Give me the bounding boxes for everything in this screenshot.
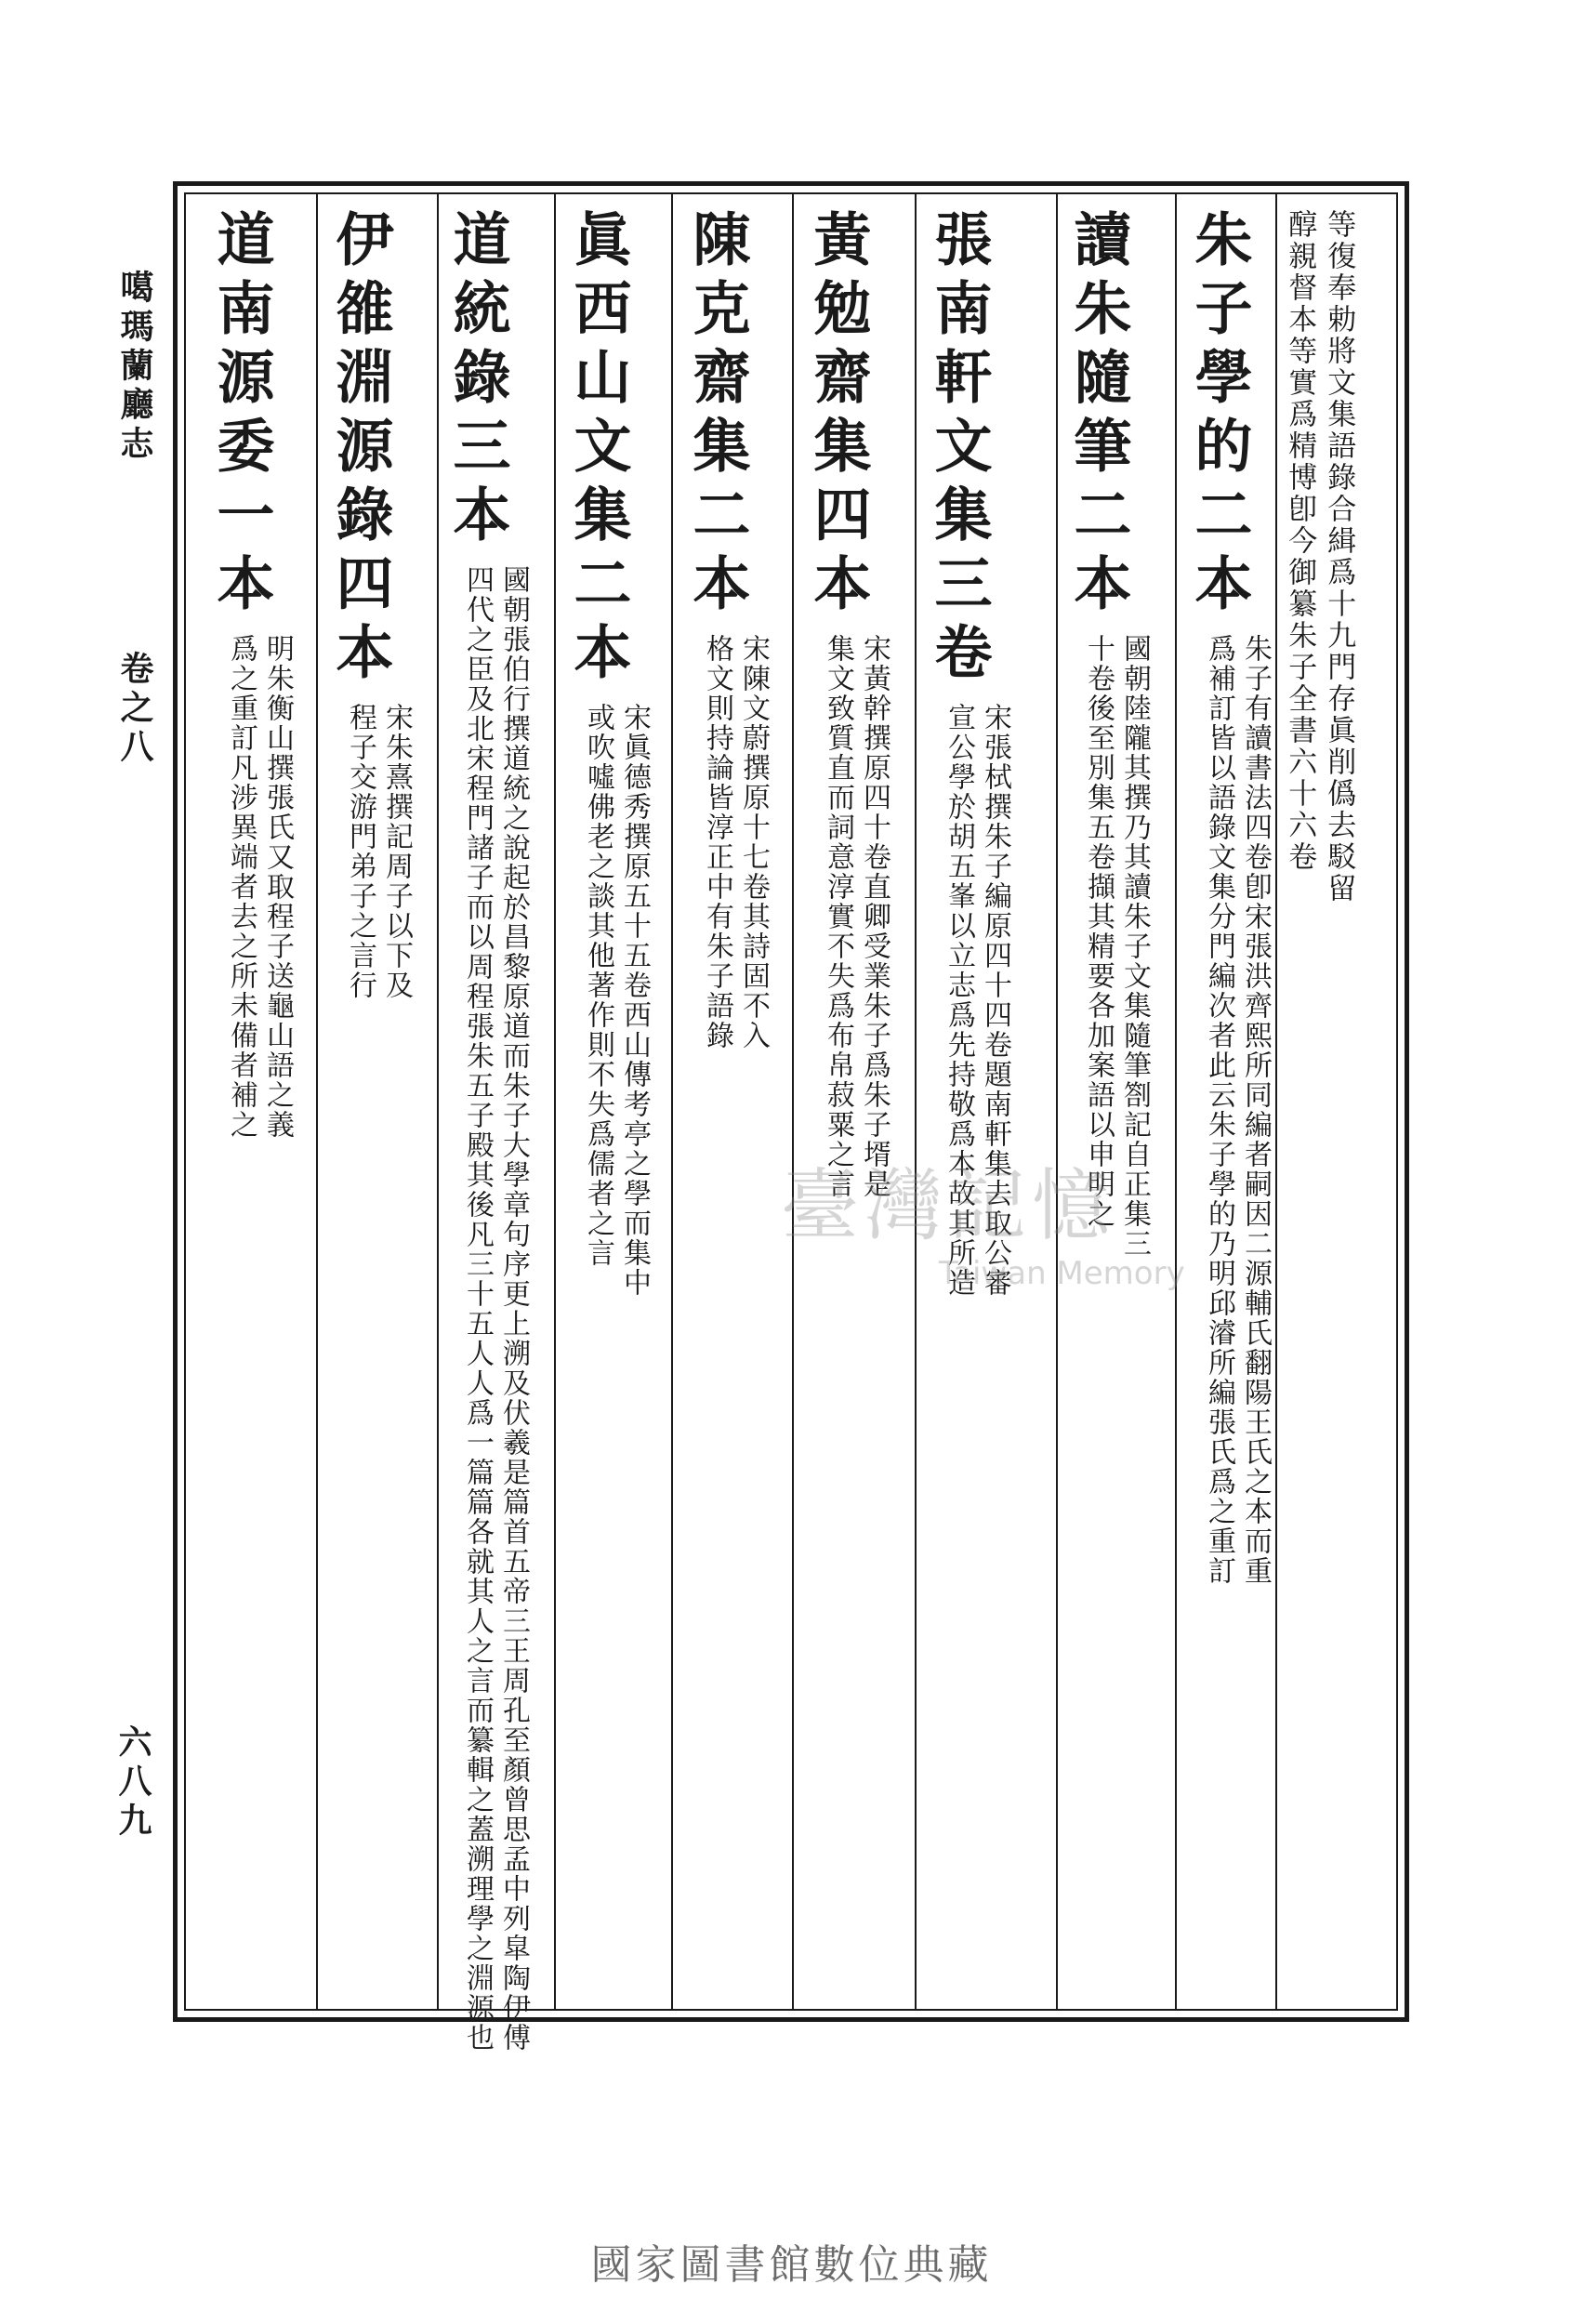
- entry-notes: [1201, 634, 1273, 1586]
- entry-title: 黃勉齋集四本: [804, 209, 872, 622]
- watermark-subtext: Taiwan Memory: [939, 1255, 1185, 1292]
- entry-note-line: 宣公學於胡五峯以立志爲先持敬爲本故其所造: [943, 703, 975, 1299]
- entry-title: 道統錄三本: [443, 209, 511, 553]
- header-line: 等復奉勅將文集語錄合緝爲十九門存眞削僞去駁留: [1322, 209, 1356, 905]
- entry-note-line: 集文致質直而詞意淳實不失爲布帛菽粟之言: [822, 634, 854, 1200]
- entry-notes: [820, 634, 892, 1199]
- footer-credit: 國家圖書館數位典藏: [590, 2241, 993, 2289]
- entry-title: 讀朱隨筆二本: [1064, 209, 1132, 622]
- entry-note-line: 宋陳文蔚撰原十七卷其詩固不入: [737, 634, 770, 1051]
- entry-note-line: 朱子有讀書法四卷卽宋張洪齊熙所同編者嗣因二源輔氏翻陽王氏之本而重: [1239, 634, 1272, 1587]
- entry-note-line: 程子交游門弟子之言行: [344, 703, 376, 1001]
- column-rule: [316, 194, 318, 2009]
- entry-note-line: 四代之臣及北宋程門諸子而以周程張朱五子殿其後凡三十五人人爲一篇篇各就其人之言而纂輯之蓋溯理學之淵源也: [461, 565, 494, 2053]
- book-title: 噶瑪蘭廳志: [115, 270, 154, 465]
- entry-notes: [342, 703, 415, 1000]
- entry-note-line: 國朝陸隴其撰乃其讀朱子文集隨筆劄記自正集三: [1118, 634, 1151, 1260]
- catalog-entry: [1064, 209, 1153, 1999]
- catalog-entry: [925, 209, 1013, 1999]
- entry-note-line: 宋黃幹撰原四十卷直卿受業朱子爲朱子壻是: [858, 634, 890, 1200]
- catalog-entry: [1185, 209, 1273, 1999]
- catalog-entry: [443, 209, 532, 2053]
- catalog-entry: [683, 209, 772, 1999]
- catalog-entry: [326, 209, 415, 1999]
- entry-note-line: 爲之重訂凡涉異端者去之所未備者補之: [225, 634, 257, 1141]
- header-line: 醇親督本等實爲精博卽今御纂朱子全書六十六卷: [1283, 209, 1317, 873]
- entry-title: 眞西山文集二本: [564, 209, 632, 691]
- entry-title: 張南軒文集三卷: [925, 209, 993, 691]
- entry-note-line: 或吹噓佛老之談其他著作則不失爲儒者之言: [582, 703, 614, 1269]
- entry-note-line: 宋眞德秀撰原五十五卷西山傳考亭之學而集中: [618, 703, 651, 1299]
- watermark-text: 臺灣記憶: [781, 1160, 1116, 1251]
- volume-label: 卷之八: [115, 651, 154, 768]
- entry-title: 陳克齋集二本: [683, 209, 751, 622]
- catalog-entry: [564, 209, 653, 1999]
- catalog-entry: [804, 209, 892, 1999]
- entry-notes: [459, 565, 532, 2053]
- entry-note-line: 格文則持論皆淳正中有朱子語錄: [701, 634, 733, 1051]
- entry-note-line: 爲補訂皆以語錄文集分門編次者此云朱子學的乃明邱濬所編張氏爲之重訂: [1203, 634, 1235, 1587]
- column-rule: [1275, 194, 1277, 2009]
- entry-title: 朱子學的二本: [1185, 209, 1253, 622]
- entry-notes: [580, 703, 653, 1298]
- entry-note-line: 國朝張伯行撰道統之說起於昌黎原道而朱子大學章句序更上溯及伏羲是篇首五帝三王周孔至顏曾思孟中列皐陶伊傅: [497, 565, 530, 2053]
- page-number: 六八九: [113, 1724, 152, 1842]
- column-rule: [437, 194, 439, 2009]
- column-rule: [915, 194, 917, 2009]
- entry-note-line: 十卷後至別集五卷擷其精要各加案語以申明之: [1082, 634, 1115, 1230]
- entry-notes: [223, 634, 296, 1140]
- catalog-entry: [207, 209, 296, 1999]
- entry-title: 道南源委一本: [207, 209, 275, 622]
- entry-note-line: 宋張栻撰朱子編原四十四卷題南軒集去取公審: [979, 703, 1011, 1299]
- entry-title: 伊雒淵源錄四本: [326, 209, 394, 691]
- entry-notes: [699, 634, 772, 1050]
- entry-note-line: 明朱衡山撰張氏又取程子送龜山語之義: [261, 634, 294, 1141]
- watermark: [781, 1143, 1246, 1292]
- column-rule: [1056, 194, 1058, 2009]
- column-rule: [792, 194, 794, 2009]
- column-rule: [554, 194, 556, 2009]
- column-rule: [671, 194, 673, 2009]
- entry-note-line: 宋朱熹撰記周子以下及: [380, 703, 413, 1001]
- column-rule: [1175, 194, 1177, 2009]
